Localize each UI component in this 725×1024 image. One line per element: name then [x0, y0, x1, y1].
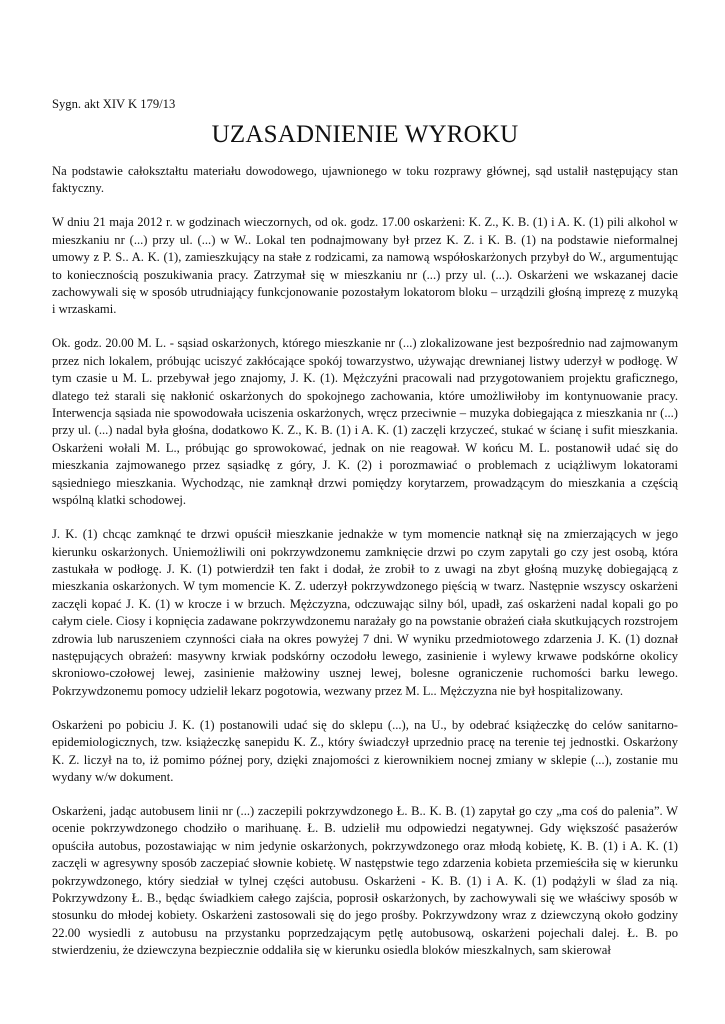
case-signature: Sygn. akt XIV K 179/13: [52, 97, 176, 111]
document-title: UZASADNIENIE WYROKU: [211, 121, 519, 148]
paragraph-may-21: W dniu 21 maja 2012 r. w godzinach wieczornych, od ok. godz. 17.00 oskarżeni: K. Z., K. B. (1) i A. K. (1) pili alkohol w mieszkaniu nr (...) przy ul. (...) w W.. Lokal ten podnajmowany był przez K. Z. i K. B. (1) na podstawie nieformalnej umowy z P. S.. A. K. (1), zamieszkujący na stałe z rodzicami, za namową współoskarżonych przybył do W., argumentując to koniecznością poszukiwania pracy. Zatrzymał się w mieszkaniu nr (...) przy ul. (...). Oskarżeni we wskazanej dacie zachowywali się w sposób utrudniający funkcjonowanie pozostałym lokatorom bloku – urządzili głośną imprezę z muzyką i wrzaskami.: [52, 215, 678, 317]
paragraph-neighbor-intervention: Ok. godz. 20.00 M. L. - sąsiad oskarżonych, którego mieszkanie nr (...) zlokalizowane jest bezpośrednio nad zajmowanym przez nich lokalem, próbując uciszyć zakłócające spokój towarzystwo, używając drewnianej listwy uderzył w podłogę. W tym czasie u M. L. przebywał jego znajomy, J. K. (1). Mężczyźni pracowali nad przygotowaniem projektu graficznego, dlatego też starali się nakłonić oskarżonych do spokojnego zachowania, które umożliwiłoby im kontynuowanie pracy. Interwencja sąsiada nie spowodowała uciszenia oskarżonych, wręcz przeciwnie – muzyka dobiegająca z mieszkania nr (...) przy ul. (...) nadal była głośna, dodatkowo K. Z., K. B. (1) i A. K. (1) zaczęli krzyczeć, stukać w ścianę i sufit mieszkania. Oskarżeni wołali M. L., próbując go sprowokować, jednak on nie reagował. W końcu M. L. postanowił udać się do mieszkania zajmowanego przez sąsiadkę z góry, J. K. (2) i porozmawiać o problemach z uciążliwym lokatorami sąsiedniego mieszkania. Wychodząc, nie zamknął drzwi pomiędzy korytarzem, prowadzącym do mieszkania a częścią wspólną klatki schodowej.: [52, 336, 678, 508]
paragraph-intro: Na podstawie całokształtu materiału dowodowego, ujawnionego w toku rozprawy głównej, sąd ustalił następujący stan faktyczny.: [52, 164, 678, 196]
paragraph-assault: J. K. (1) chcąc zamknąć te drzwi opuścił mieszkanie jednakże w tym momencie natknął się na zmierzających w jego kierunku oskarżonych. Uniemożliwili oni pokrzywdzonemu zamknięcie drzwi po czym zapytali go czy jest osobą, która zastukała w podłogę. J. K. (1) potwierdził ten fakt i dodał, że zrobił to z uwagi na zbyt głośną muzykę dobiegającą z mieszkania oskarżonych. W tym momencie K. Z. uderzył pokrzywdzonego pięścią w twarz. Następnie wszyscy oskarżeni zaczęli kopać J. K. (1) w krocze i w brzuch. Mężczyzna, odczuwając silny ból, upadł, zaś oskarżeni nadal kopali go po całym ciele. Ciosy i kopnięcia zadawane pokrzywdzonemu narażały go na powstanie obrażeń ciała skutkujących rozstrojem zdrowia lub naruszeniem czynności ciała na okres powyżej 7 dni. W wyniku przedmiotowego zdarzenia J. K. (1) doznał następujących obrażeń: masywny krwiak podskórny oczodołu lewego, zasinienie i wylewy krwawe podskórne okolicy skroniowo-czołowej lewej, zasinienie małżowiny usznej lewej, bolesne ograniczenie ruchomości barku lewego. Pokrzywdzonemu pomocy udzielił lekarz pogotowia, wezwany przez M. L.. Mężczyzna nie był hospitalizowany.: [52, 527, 678, 698]
paragraph-bus-incident: Oskarżeni, jadąc autobusem linii nr (...) zaczepili pokrzywdzonego Ł. B.. K. B. (1) zapytał go czy „ma coś do palenia”. W ocenie pokrzywdzonego chodziło o marihuanę. Ł. B. udzielił mu odpowiedzi negatywnej. Gdy większość pasażerów opuściła autobus, pozostawiając w nim jedynie oskarżonych, pokrzywdzonego oraz młodą kobietę, K. B. (1) i A. K. (1) zaczęli w agresywny sposób zaczepiać słownie kobietę. W następstwie tego zdarzenia kobieta przemieściła się w kierunku pokrzywdzonego, który siedział w tylnej części autobusu. Oskarżeni - K. B. (1) i A. K. (1) podążyli w ślad za nią. Pokrzywdzony Ł. B., będąc świadkiem całego zajścia, poprosił oskarżonych, by zachowywali się we właściwy sposób w stosunku do młodej kobiety. Oskarżeni zastosowali się do jego prośby. Pokrzywdzony wraz z dziewczyną około godziny 22.00 wysiedli z autobusu na przystanku poprzedzającym pętlę autobusową, oskarżeni pojechali dalej. Ł. B. po stwierdzeniu, że dziewczyna bezpiecznie oddaliła się w kierunku osiedla bloków mieszkalnych, sam skierował: [52, 803, 678, 958]
document-page: [52, 96, 678, 960]
paragraph-store-visit: Oskarżeni po pobiciu J. K. (1) postanowili udać się do sklepu (...), na U., by odebrać książeczkę do celów sanitarno-epidemiologicznych, tzw. książeczkę sanepidu K. Z., który świadczył uprzednio pracę na terenie tej jednostki. Oskarżony K. Z. liczył na to, iż pomimo późnej pory, dzięki znajomości z kierownikiem nocnej zmiany w sklepie (...), zostanie mu wydany w/w dokument.: [52, 717, 678, 784]
